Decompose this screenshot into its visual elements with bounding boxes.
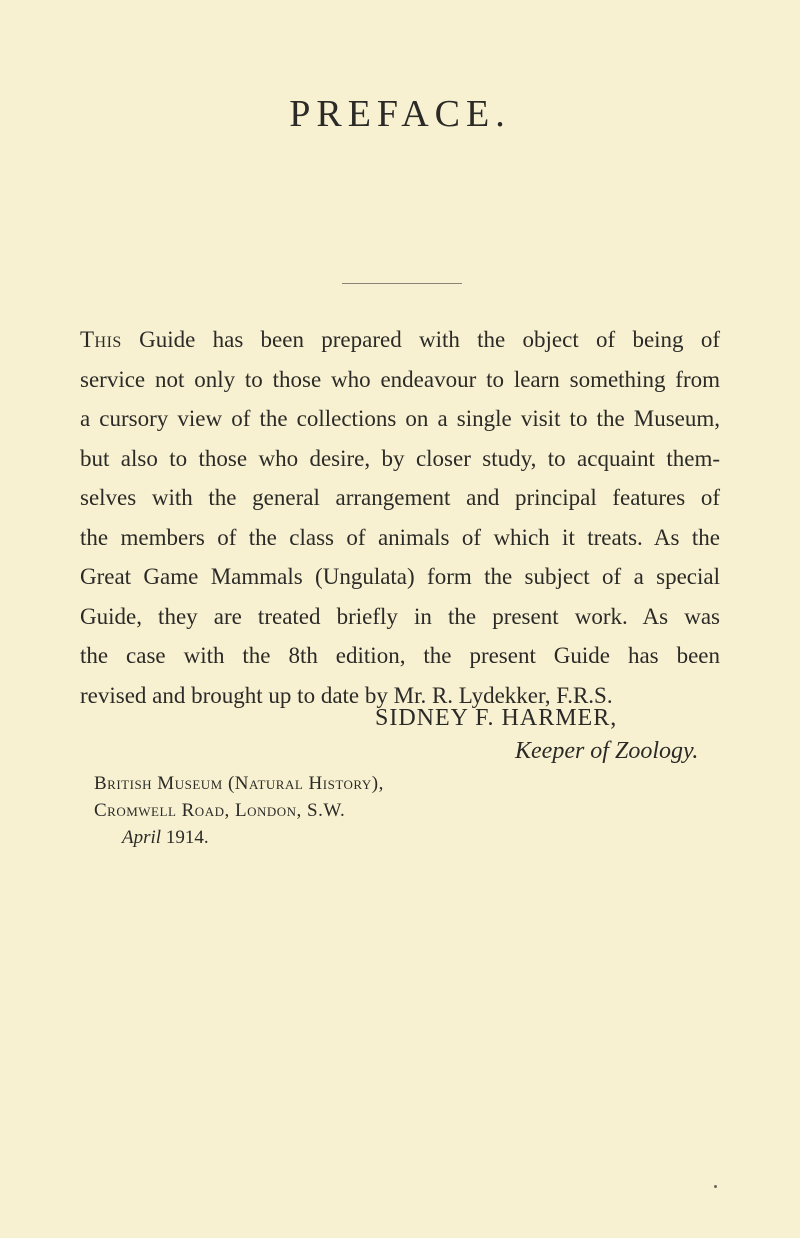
page-title: PREFACE. xyxy=(289,93,511,135)
address-date xyxy=(94,824,384,851)
preface-body xyxy=(80,320,720,715)
body-line-8: Guide, they are treated briefly in the present work. As was xyxy=(80,603,720,629)
body-line-3: a cursory view of the collections on a single visit to the Museum, xyxy=(80,406,720,431)
signatory-role: Keeper of Zoology. xyxy=(515,738,699,764)
address-block xyxy=(94,770,384,851)
signatory-name: SIDNEY F. HARMER, xyxy=(375,705,618,731)
body-line-1 xyxy=(80,320,720,360)
body-line-5: selves with the general arrangement and principal features of xyxy=(80,485,720,510)
first-word: This xyxy=(80,327,122,352)
page-speck xyxy=(714,1185,717,1188)
date-year: 1914. xyxy=(165,827,209,848)
body-line-9: the case with the 8th edition, the present Guide has been xyxy=(80,643,720,668)
title-divider xyxy=(342,283,462,284)
address-line-1: British Museum (Natural History), xyxy=(94,773,384,794)
body-line-1-text: Guide has been prepared with the object of being of xyxy=(121,327,720,352)
body-line-6: the members of the class of animals of which it treats. As the xyxy=(80,524,720,550)
body-line-2: service not only to those who endeavour to learn something from xyxy=(80,366,720,392)
address-line-2: Cromwell Road, London, S.W. xyxy=(94,800,346,821)
body-line-7: Great Game Mammals (Ungulata) form the subject of a special xyxy=(80,564,720,589)
body-line-4: but also to those who desire, by closer study, to acquaint them- xyxy=(80,445,720,471)
date-month: April xyxy=(122,827,162,848)
body-line-10: revised and brought up to date by Mr. R. Lydekker, F.R.S. xyxy=(80,682,613,708)
